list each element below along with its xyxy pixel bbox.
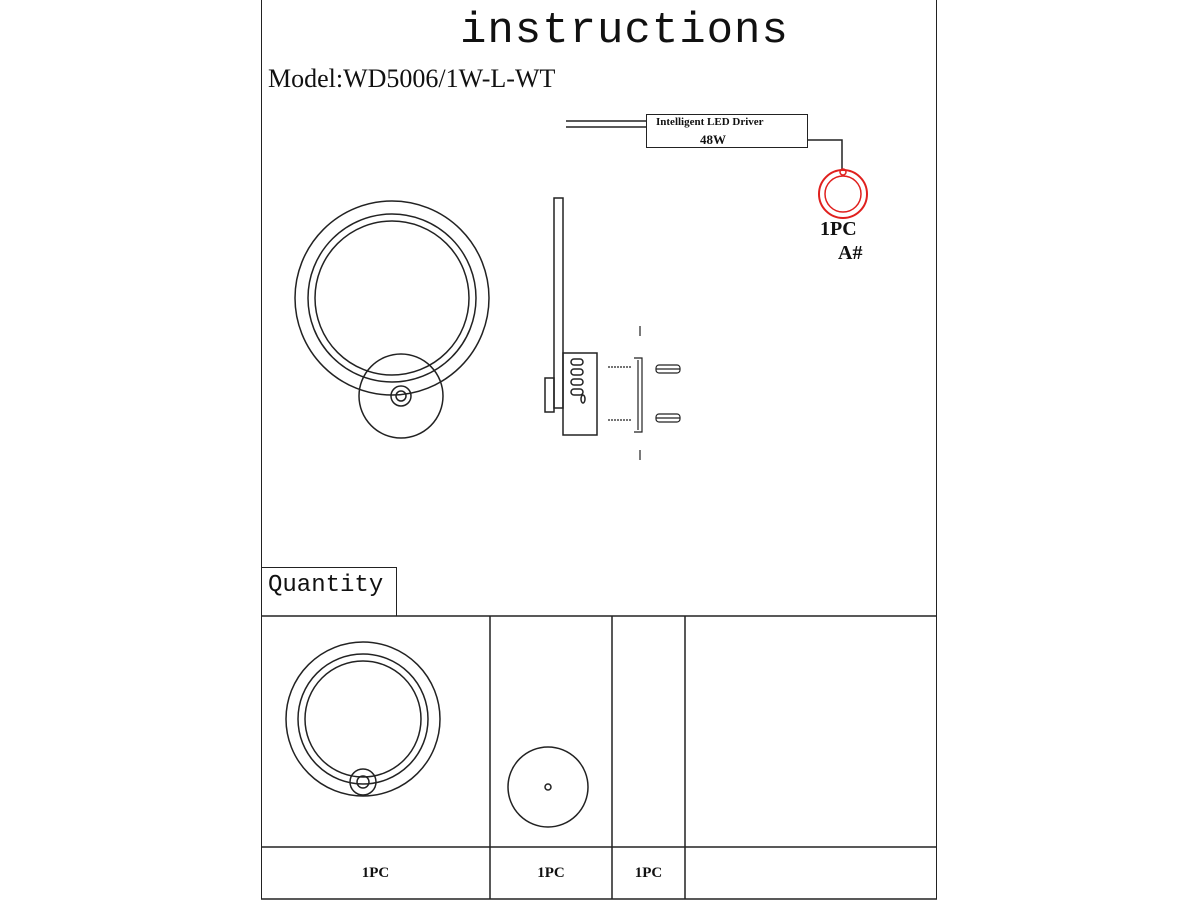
driver-quantity: 1PC (820, 218, 857, 240)
page-title: instructions (460, 6, 789, 56)
remote-ring-icon (819, 169, 867, 218)
driver-name: Intelligent LED Driver (656, 116, 764, 128)
model-number: Model:WD5006/1W-L-WT (268, 64, 556, 93)
qty-plate: 1PC (537, 865, 565, 881)
quantity-heading: Quantity (268, 572, 384, 599)
accessory-code: A# (838, 242, 863, 264)
driver-wires (566, 121, 842, 170)
qty-accessory: 1PC (634, 865, 663, 881)
driver-power: 48W (700, 132, 726, 147)
lamp-side-view (545, 198, 597, 435)
mounting-bracket (608, 326, 680, 460)
lamp-front-view (295, 201, 489, 438)
lamp-part-icon (286, 642, 440, 796)
qty-lamp: 1PC (361, 865, 390, 881)
ceiling-plate-icon (508, 747, 588, 827)
quantity-table (261, 616, 937, 899)
